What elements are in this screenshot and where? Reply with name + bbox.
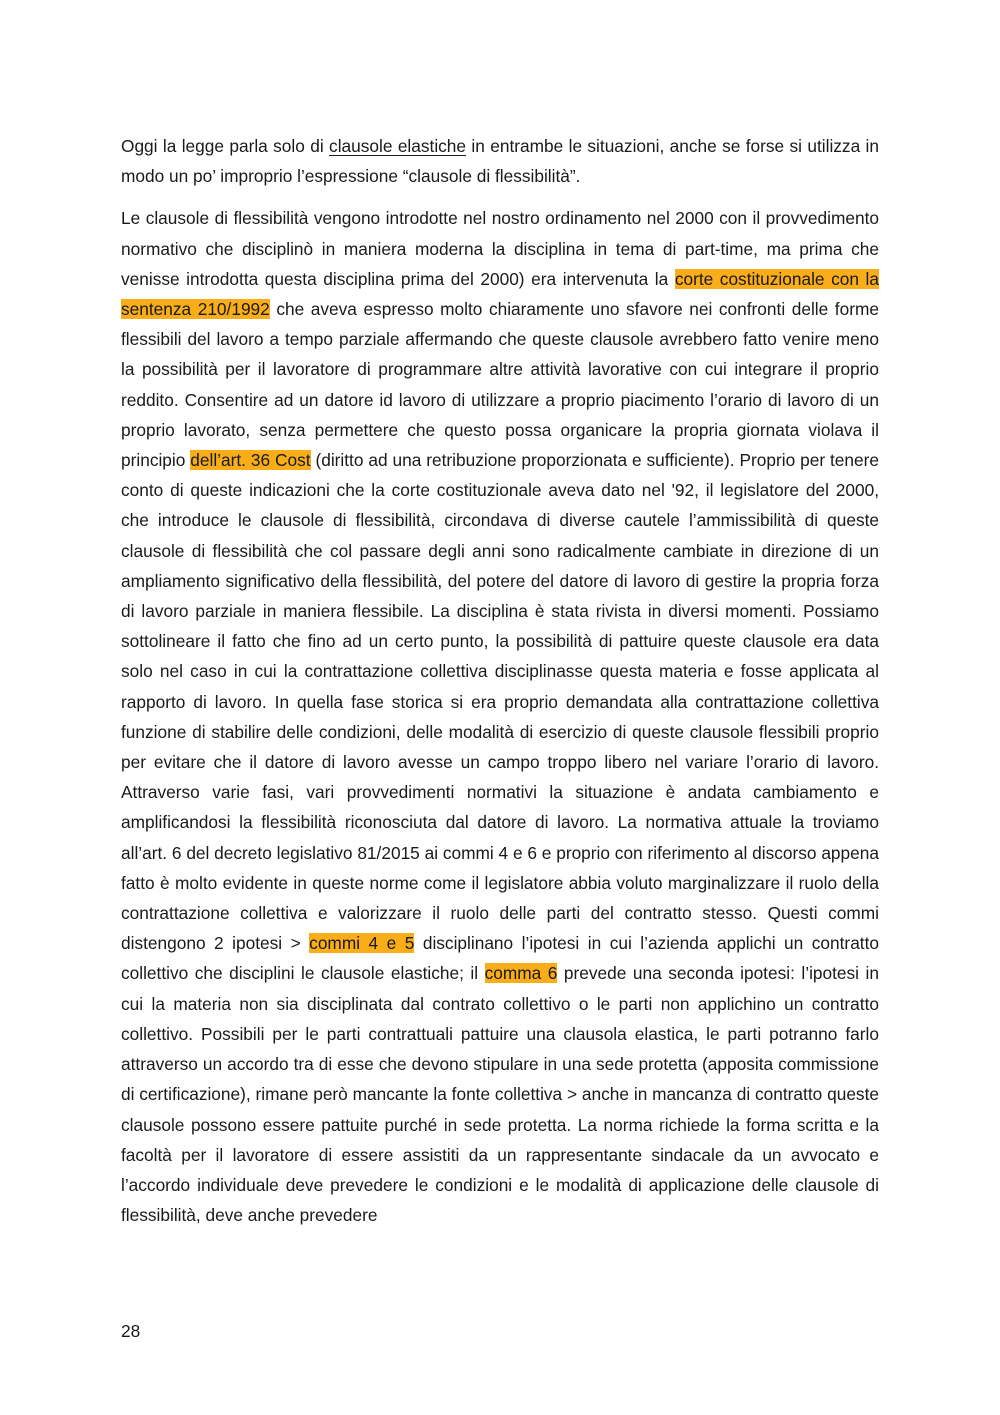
paragraph-text: in entrambe le situazioni, anche se forse si utilizza in modo un po’ improprio l’espressione “clausole di flessibilità”. — [121, 136, 879, 187]
page-number: 28 — [121, 1321, 141, 1341]
document-body — [121, 131, 879, 1230]
highlight-art-36: dell’art. 36 Cost — [190, 450, 311, 471]
paragraph-text: Le clausole di flessibilità vengono introdotte nel nostro ordinamento nel 2000 con il provvedimento normativo che disciplinò in maniera moderna la disciplina in tema di part-time, ma prima che venisse introdotta questa disciplina prima del 2000) era intervenuta la — [121, 208, 879, 289]
paragraph-text: prevede una seconda ipotesi: l’ipotesi in cui la materia non sia disciplinata dal contrato collettivo o le parti non applichino un contratto collettivo. Possibili per le parti contrattuali pattuire una clausola elastica, le parti potranno farlo attraverso un accordo tra di esse che devono stipulare in una sede protetta (apposita commissione di certificazione), rimane però mancante la fonte collettiva > anche in mancanza di contratto queste clausole possono essere pattuite purché in sede protetta. La norma richiede la forma scritta e la facoltà per il lavoratore di essere assistiti da un rappresentante sindacale da un avvocato e l’accordo individuale deve prevedere le condizioni e le modalità di applicazione delle clausole di flessibilità, deve anche prevedere — [121, 963, 879, 1226]
paragraph-intro — [121, 131, 879, 191]
highlight-comma-6: comma 6 — [484, 963, 558, 984]
underlined-term: clausole elastiche — [329, 136, 467, 156]
paragraph-main — [121, 203, 879, 1230]
highlight-sentenza: corte costituzionale con la sentenza 210/1992 — [121, 268, 879, 320]
paragraph-text: (diritto ad una retribuzione proporzionata e sufficiente). Proprio per tenere conto di queste indicazioni che la corte costituzionale aveva dato nel '92, il legislatore del 2000, che introduce le clausole di flessibilità, circondava di diverse cautele l’ammissibilità di queste clausole di flessibilità che col passare degli anni sono radicalmente cambiate in direzione di un ampliamento significativo della flessibilità, del potere del datore di lavoro di gestire la propria forza di lavoro parziale in maniera flessibile. La disciplina è stata rivista in diversi momenti. Possiamo sottolineare il fatto che fino ad un certo punto, la possibilità di pattuire queste clausole era data solo nel caso in cui la contrattazione collettiva disciplinasse questa materia e fosse applicata al rapporto di lavoro. In quella fase storica si era proprio demandata alla contrattazione collettiva funzione di stabilire delle condizioni, delle modalità di esercizio di queste clausole flessibili proprio per evitare che il datore di lavoro avesse un campo troppo libero nel variare l’orario di lavoro. Attraverso varie fasi, vari provvedimenti normativi la situazione è andata cambiamento e amplificandosi la flessibilità riconosciuta dal datore di lavoro. La normativa attuale la troviamo all’art. 6 del decreto legislativo 81/2015 ai commi 4 e 6 e proprio con riferimento al discorso appena fatto è molto evidente in queste norme come il legislatore abbia voluto marginalizzare il ruolo della contrattazione collettiva e valorizzare il ruolo delle parti del contratto stesso. Questi commi distengono 2 ipotesi > — [121, 450, 879, 954]
paragraph-text: che aveva espresso molto chiaramente uno sfavore nei confronti delle forme flessibili del lavoro a tempo parziale affermando che queste clausole avrebbero fatto venire meno la possibilità per il lavoratore di programmare altre attività lavorative con cui integrare il proprio reddito. Consentire ad un datore id lavoro di utilizzare a proprio piacimento l’orario di lavoro di un proprio lavorato, senza permettere che questo possa organicare la propria giornata violava il principio — [121, 299, 879, 471]
highlight-commi-4-5: commi 4 e 5 — [309, 933, 415, 954]
paragraph-text: Oggi la legge parla solo di — [121, 136, 330, 156]
paragraph-text: disciplinano l’ipotesi in cui l’azienda applichi un contratto collettivo che disciplini le clausole elastiche; il — [121, 933, 880, 984]
